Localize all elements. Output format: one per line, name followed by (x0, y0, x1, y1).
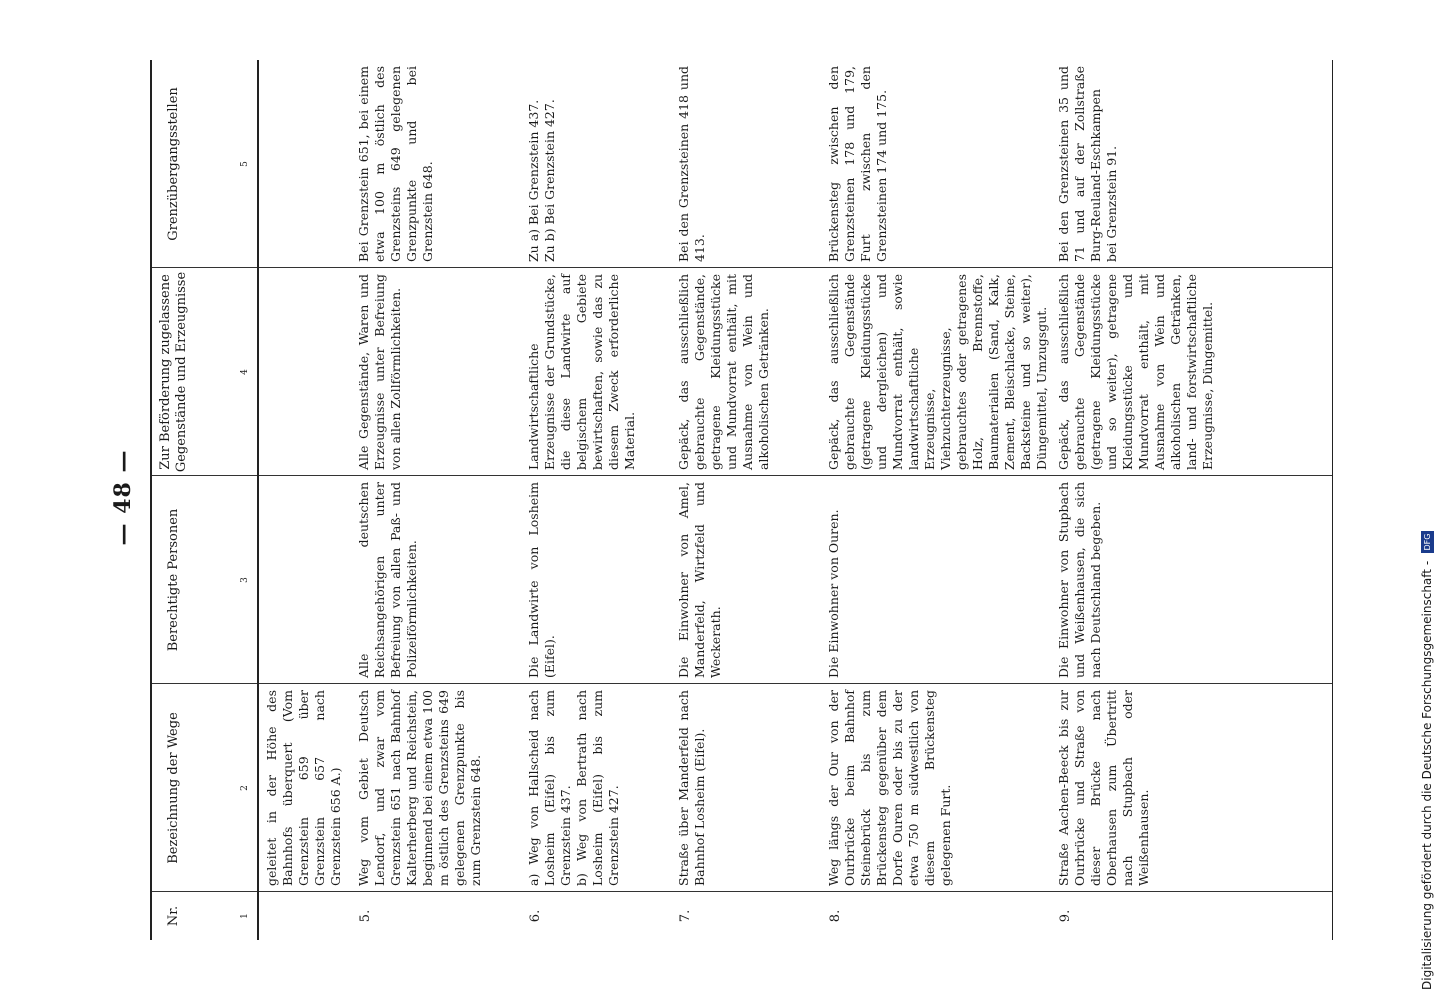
document-page (110, 55, 1330, 940)
crossing-points: Bei den Grenzsteinen 35 und 71 und auf der Zollstraße Burg-Reuland-Eschkampen bei Grenzstein 91. (1056, 66, 1119, 262)
route-description: Straße Aachen-Beeck bis zur Ourbrücke und Straße von dieser Brücke nach Oberhausen zum Übertritt nach Stupbach oder Weißenhausen. (1056, 690, 1151, 886)
header-gegenstaende (152, 268, 257, 476)
crossing-points: Bei Grenzstein 651, bei einem etwa 100 m östlich des Grenzsteins 649 gelegenen Grenzpunkte und bei Grenzstein 648. (356, 66, 435, 262)
header-nr (152, 892, 257, 940)
authorized-persons: Die Einwohner von Stupbach und Weißenhausen, die sich nach Deutschland begeben. (1056, 482, 1103, 678)
digitization-credit-text: Digitalisierung gefördert durch die Deutsche Forschungsgemeinschaft - (1420, 560, 1434, 990)
crossing-points: Zu a) Bei Grenzstein 437. Zu b) Bei Grenzstein 427. (526, 99, 557, 262)
row-number: 7. (678, 909, 693, 923)
row-number: 9. (1058, 909, 1073, 923)
header-col-number: 2 (240, 785, 250, 791)
header-col-number: 1 (240, 913, 250, 919)
permitted-goods: Alle Gegenstände, Waren und Erzeugnisse unter Befreiung von allen Zollförmlichkeiten. (356, 274, 403, 470)
authorized-persons: Die Einwohner von Ouren. (826, 509, 841, 678)
crossing-points: Bei den Grenzsteinen 418 und 413. (676, 66, 707, 262)
table-row (672, 60, 822, 940)
header-col-number: 3 (240, 577, 250, 583)
authorized-persons: Die Landwirte von Losheim (Eifel). (526, 482, 557, 678)
header-col-number: 5 (240, 161, 250, 167)
permitted-goods: Gepäck, das ausschließlich gebrauchte Gegenstände, getragene Kleidungsstücke und Mundvorrat enthält, mit Ausnahme von Wein und alkoholischen Getränken. (676, 274, 771, 470)
page-number: — 48 — (110, 449, 136, 546)
authorized-persons (260, 476, 268, 684)
table-row (822, 60, 1052, 940)
authorized-persons: Alle deutschen Reichsangehörigen unter Befreiung von allen Paß- und Polizeiförmlichkeiten. (356, 482, 419, 678)
route-description: Weg vom Gebiet Deutsch Lendorf, und zwar vom Grenzstein 651 nach Bahnhof Kalterherberg und Reichstein, beginnend bei einem etwa 100 m östlich des Grenzsteins 649 gelegenen Grenzpunkte bis zum Grenzstein 648. (356, 690, 483, 886)
crossing-points: Brückensteg zwischen den Grenzsteinen 178 und 179, Furt zwischen den Grenzsteinen 174 und 175. (826, 66, 889, 262)
row-number: 5. (358, 909, 373, 923)
row-number: 8. (828, 909, 843, 923)
header-grenzuebergang (152, 60, 257, 268)
permitted-goods: Landwirtschaftliche Erzeugnisse der Grundstücke, die diese Landwirte auf belgischem Gebiete bewirtschaften, sowie das zu diesem Zweck erforderliche Material. (526, 274, 637, 470)
crossing-points (260, 60, 268, 268)
header-bezeichnung (152, 684, 257, 892)
permitted-goods: Gepäck, das ausschließlich gebrauchte Gegenstände (getragene Kleidungsstücke und dergleichen) und Mundvorrat enthält, sowie landwirtschaftliche Erzeugnisse, Viehzuchterzeugnisse, gebrauchtes oder getragenes Holz, Brennstoffe, Baumaterialien (Sand, Kalk, Zement, Bleischlacke, Steine, Backsteine und so weiter), Düngemittel, Umzugsgut. (826, 274, 1049, 470)
table-row (1052, 60, 1322, 940)
dfg-logo-icon: DFG (1421, 531, 1434, 553)
header-personen-label: Berechtigte Personen (166, 508, 181, 652)
header-personen (152, 476, 257, 684)
row-number: 6. (528, 909, 543, 923)
route-description: a) Weg von Hallscheid nach Losheim (Eifel) bis zum Grenzstein 437. b) Weg von Bertrath nach Losheim (Eifel) bis zum Grenzstein 427. (526, 690, 621, 886)
route-description: Weg längs der Our von der Ourbrücke beim Bahnhof Steinebrück bis zum Brückensteg gegenüber dem Dorfe Ouren oder bis zu der etwa 750 m südwestlich von diesem Brückensteg gelegenen Furt. (826, 690, 953, 886)
header-bezeichnung-label: Bezeichnung der Wege (166, 712, 181, 864)
header-gegenstaende-label: Zur Beförderung zugelassene Gegenstände und Erzeugnisse (158, 271, 189, 473)
permitted-goods: Gepäck, das ausschließlich gebrauchte Gegenstände (getragene Kleidungsstücke und so weiter), getragene Kleidungsstücke und Mundvorrat enthält, mit Ausnahme von Wein und alkoholischen Getränken, land- und forstwirtschaftliche Erzeugnisse, Düngemittel. (1056, 274, 1215, 470)
header-nr-label: Nr. (166, 905, 181, 927)
row-number (260, 892, 270, 940)
border-crossing-table (150, 60, 1333, 940)
digitization-credit (1420, 0, 1434, 1000)
table-row (260, 60, 352, 940)
header-col-number: 4 (240, 369, 250, 375)
table-row (522, 60, 672, 940)
permitted-goods (260, 268, 268, 476)
route-description: geleitet in der Höhe des Bahnhofs überquert (Vom Grenzstein 659 über Grenzstein 657 nach Grenzstein 656 A.) (264, 690, 343, 886)
authorized-persons: Die Einwohner von Amel, Manderfeld, Wirtzfeld und Weckerath. (676, 482, 723, 678)
route-description: Straße über Manderfeld nach Bahnhof Losheim (Eifel). (676, 690, 707, 886)
table-header (152, 60, 259, 940)
header-grenzuebergang-label: Grenzübergangsstellen (166, 87, 181, 241)
table-row (352, 60, 522, 940)
